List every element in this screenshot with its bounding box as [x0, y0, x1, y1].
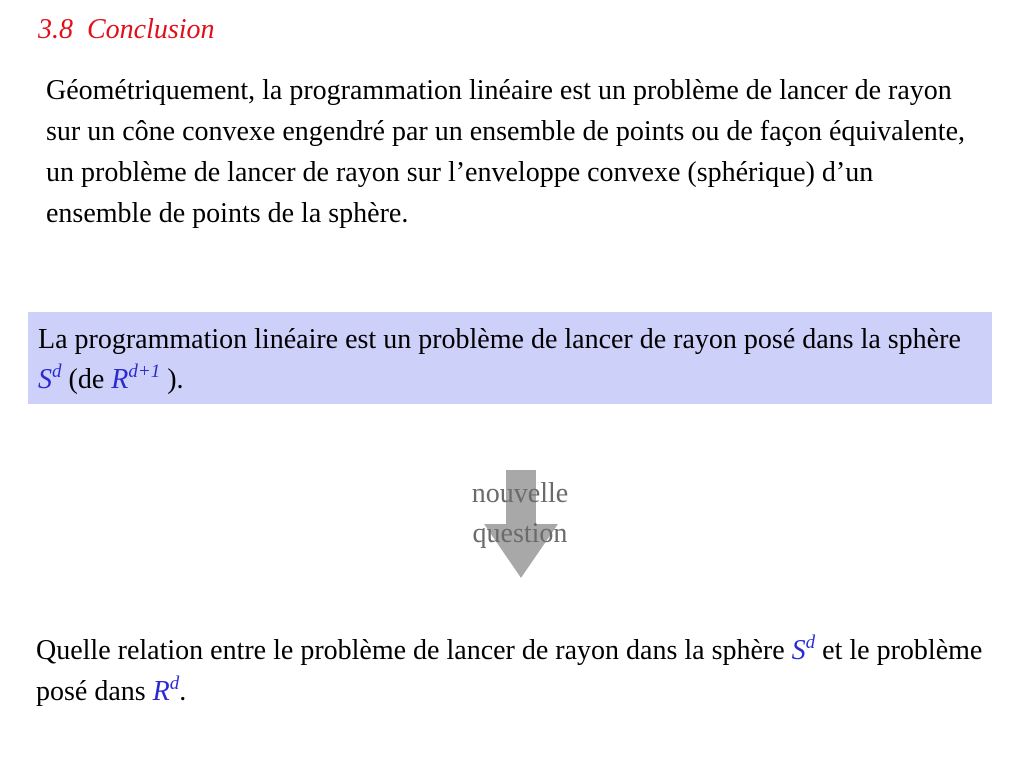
question-sphere-exponent: d — [805, 632, 816, 653]
question-space-letter: R — [152, 676, 170, 707]
space-symbol-exponent: d+1 — [128, 361, 161, 382]
question-text-before: Quelle relation entre le problème de lancer de rayon dans la sphère — [36, 635, 792, 666]
new-question-label — [420, 474, 620, 554]
statement-text-middle: (de — [61, 364, 112, 395]
question-sphere-symbol — [791, 632, 816, 666]
question-text-after: . — [179, 676, 187, 707]
question-text-middle: et le problème posé dans — [36, 635, 983, 707]
sphere-symbol-letter: S — [38, 364, 52, 395]
question-space-symbol — [152, 673, 180, 707]
space-symbol — [111, 361, 161, 395]
sphere-symbol — [38, 361, 62, 395]
question-space-exponent: d — [169, 673, 180, 694]
intro-paragraph: Géométriquement, la programmation linéaire est un problème de lancer de rayon sur un cône convexe engendré par un ensemble de points ou de façon équivalente, un problème de lancer de rayon sur l’enveloppe convexe (sphérique) d’un ensemble de points de la sphère. — [46, 75, 965, 229]
question-sphere-letter: S — [791, 635, 806, 666]
statement-text-after: ). — [160, 364, 184, 395]
space-symbol-letter: R — [111, 364, 129, 395]
statement-text-before: La programmation linéaire est un problème de lancer de rayon posé dans la sphère — [38, 324, 961, 355]
section-heading — [38, 14, 215, 46]
highlighted-statement — [28, 312, 992, 404]
new-question-label-line1: nouvelle — [471, 478, 569, 509]
sphere-symbol-exponent: d — [52, 361, 62, 382]
section-title: Conclusion — [87, 14, 215, 45]
new-question-label-line2: question — [472, 518, 568, 549]
question-paragraph — [36, 630, 996, 712]
section-number: 3.8 — [38, 14, 73, 45]
